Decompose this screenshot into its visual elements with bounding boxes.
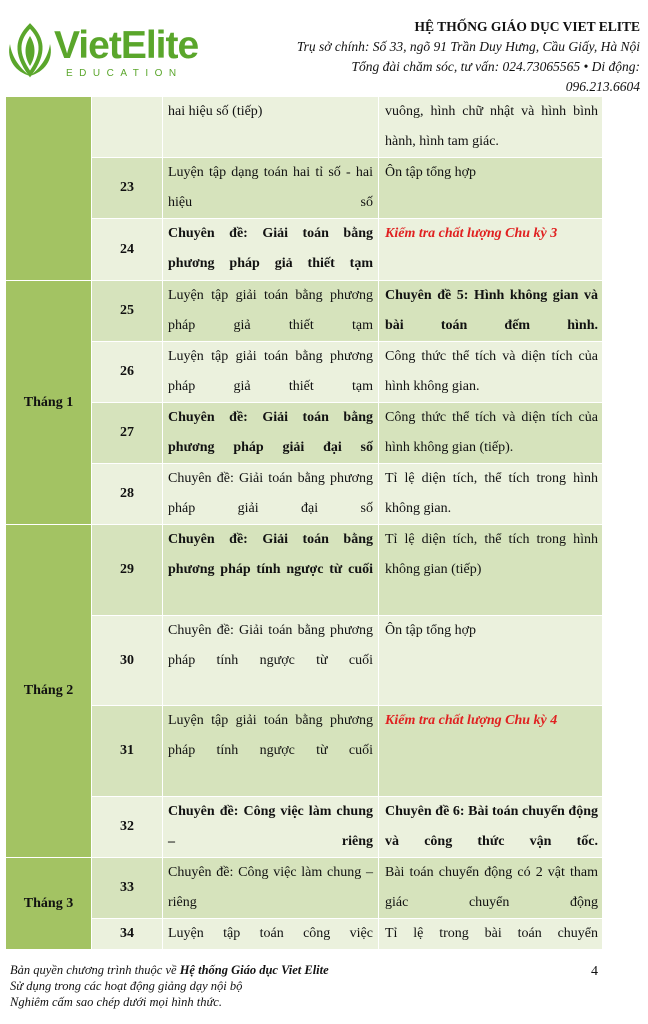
row-number: 27: [92, 403, 163, 464]
org-address: Trụ sở chính: Số 33, ngõ 91 Trần Duy Hưng, Cầu Giấy, Hà Nội: [296, 39, 640, 54]
org-mobile: 096.213.6604: [565, 79, 640, 94]
row-number: 32: [92, 797, 163, 858]
row-content: Kiểm tra chất lượng Chu kỳ 3: [379, 219, 603, 281]
row-topic: Chuyên đề: Công việc làm chung – riêng: [163, 797, 379, 858]
row-topic: Chuyên đề: Giải toán bằng phương pháp giả thiết tạm: [163, 219, 379, 281]
row-number: 23: [92, 158, 163, 219]
row-number: [92, 97, 163, 158]
month-cell: Tháng 1: [6, 281, 92, 525]
page-number: 4: [591, 964, 598, 979]
table-row: [6, 464, 603, 525]
row-content: Tỉ lệ trong bài toán chuyển: [379, 919, 603, 950]
table-row: [6, 525, 603, 616]
row-content: vuông, hình chữ nhật và hình bình hành, hình tam giác.: [379, 97, 603, 158]
row-content: Ôn tập tổng hợp: [379, 616, 603, 706]
table-row: [6, 158, 603, 219]
row-topic: Chuyên đề: Giải toán bằng phương pháp giải đại số: [163, 403, 379, 464]
row-number: 28: [92, 464, 163, 525]
logo-subtitle: EDUCATION: [66, 68, 183, 79]
row-topic: Luyện tập giải toán bằng phương pháp tính ngược từ cuối: [163, 706, 379, 797]
leaf-emblem-icon: [4, 22, 56, 80]
row-content: Kiểm tra chất lượng Chu kỳ 4: [379, 706, 603, 797]
row-number: 29: [92, 525, 163, 616]
footer-prohibit: Nghiêm cấm sao chép dưới mọi hình thức.: [10, 995, 222, 1009]
row-number: 33: [92, 858, 163, 919]
table-row: [6, 706, 603, 797]
table-row: [6, 281, 603, 342]
row-topic: hai hiệu số (tiếp): [163, 97, 379, 158]
month-cell: Tháng 3: [6, 858, 92, 950]
page-header: [0, 0, 648, 96]
row-content: Tỉ lệ diện tích, thể tích trong hình không gian.: [379, 464, 603, 525]
row-content: Ôn tập tổng hợp: [379, 158, 603, 219]
org-hotline: Tổng đài chăm sóc, tư vấn: 024.73065565 • Di động:: [351, 59, 640, 74]
org-name: HỆ THỐNG GIÁO DỤC VIET ELITE: [414, 19, 640, 34]
row-content: Bài toán chuyển động có 2 vật tham giác chuyển động: [379, 858, 603, 919]
row-number: 31: [92, 706, 163, 797]
row-content: Chuyên đề 5: Hình không gian và bài toán đếm hình.: [379, 281, 603, 342]
month-cell-blank: [6, 97, 92, 281]
table-row: [6, 342, 603, 403]
table-row: [6, 616, 603, 706]
row-number: 26: [92, 342, 163, 403]
row-content: Chuyên đề 6: Bài toán chuyển động và công thức vận tốc.: [379, 797, 603, 858]
table-row: [6, 219, 603, 281]
schedule-table: [5, 96, 603, 950]
row-number: 25: [92, 281, 163, 342]
page-footer: [10, 962, 329, 1010]
row-topic: Chuyên đề: Giải toán bằng phương pháp tính ngược từ cuối: [163, 525, 379, 616]
row-topic: Luyện tập dạng toán hai tỉ số - hai hiệu số: [163, 158, 379, 219]
row-number: 34: [92, 919, 163, 950]
table-row: [6, 858, 603, 919]
table-row: [6, 97, 603, 158]
row-number: 24: [92, 219, 163, 281]
org-info: [240, 17, 640, 97]
table-row: [6, 797, 603, 858]
month-cell: Tháng 2: [6, 525, 92, 858]
row-topic: Luyện tập giải toán bằng phương pháp giả thiết tạm: [163, 281, 379, 342]
footer-usage: Sử dụng trong các hoạt động giảng dạy nội bộ: [10, 979, 243, 993]
footer-copyright: [10, 962, 329, 978]
row-topic: Chuyên đề: Công việc làm chung – riêng: [163, 858, 379, 919]
table-row: [6, 919, 603, 950]
row-topic: Chuyên đề: Giải toán bằng phương pháp tính ngược từ cuối: [163, 616, 379, 706]
copyright-brand: Hệ thống Giáo dục Viet Elite: [179, 963, 329, 977]
vietelite-logo: [4, 22, 220, 84]
logo-wordmark: VietElite: [54, 24, 199, 67]
row-topic: Luyện tập giải toán bằng phương pháp giả thiết tạm: [163, 342, 379, 403]
row-number: 30: [92, 616, 163, 706]
row-topic: Chuyên đề: Giải toán bằng phương pháp giải đại số: [163, 464, 379, 525]
row-content: Tỉ lệ diện tích, thể tích trong hình không gian (tiếp): [379, 525, 603, 616]
row-topic: Luyện tập toán công việc: [163, 919, 379, 950]
row-content: Công thức thể tích và diện tích của hình không gian (tiếp).: [379, 403, 603, 464]
table-row: [6, 403, 603, 464]
copyright-prefix: Bản quyền chương trình thuộc về: [10, 963, 180, 977]
row-content: Công thức thể tích và diện tích của hình không gian.: [379, 342, 603, 403]
